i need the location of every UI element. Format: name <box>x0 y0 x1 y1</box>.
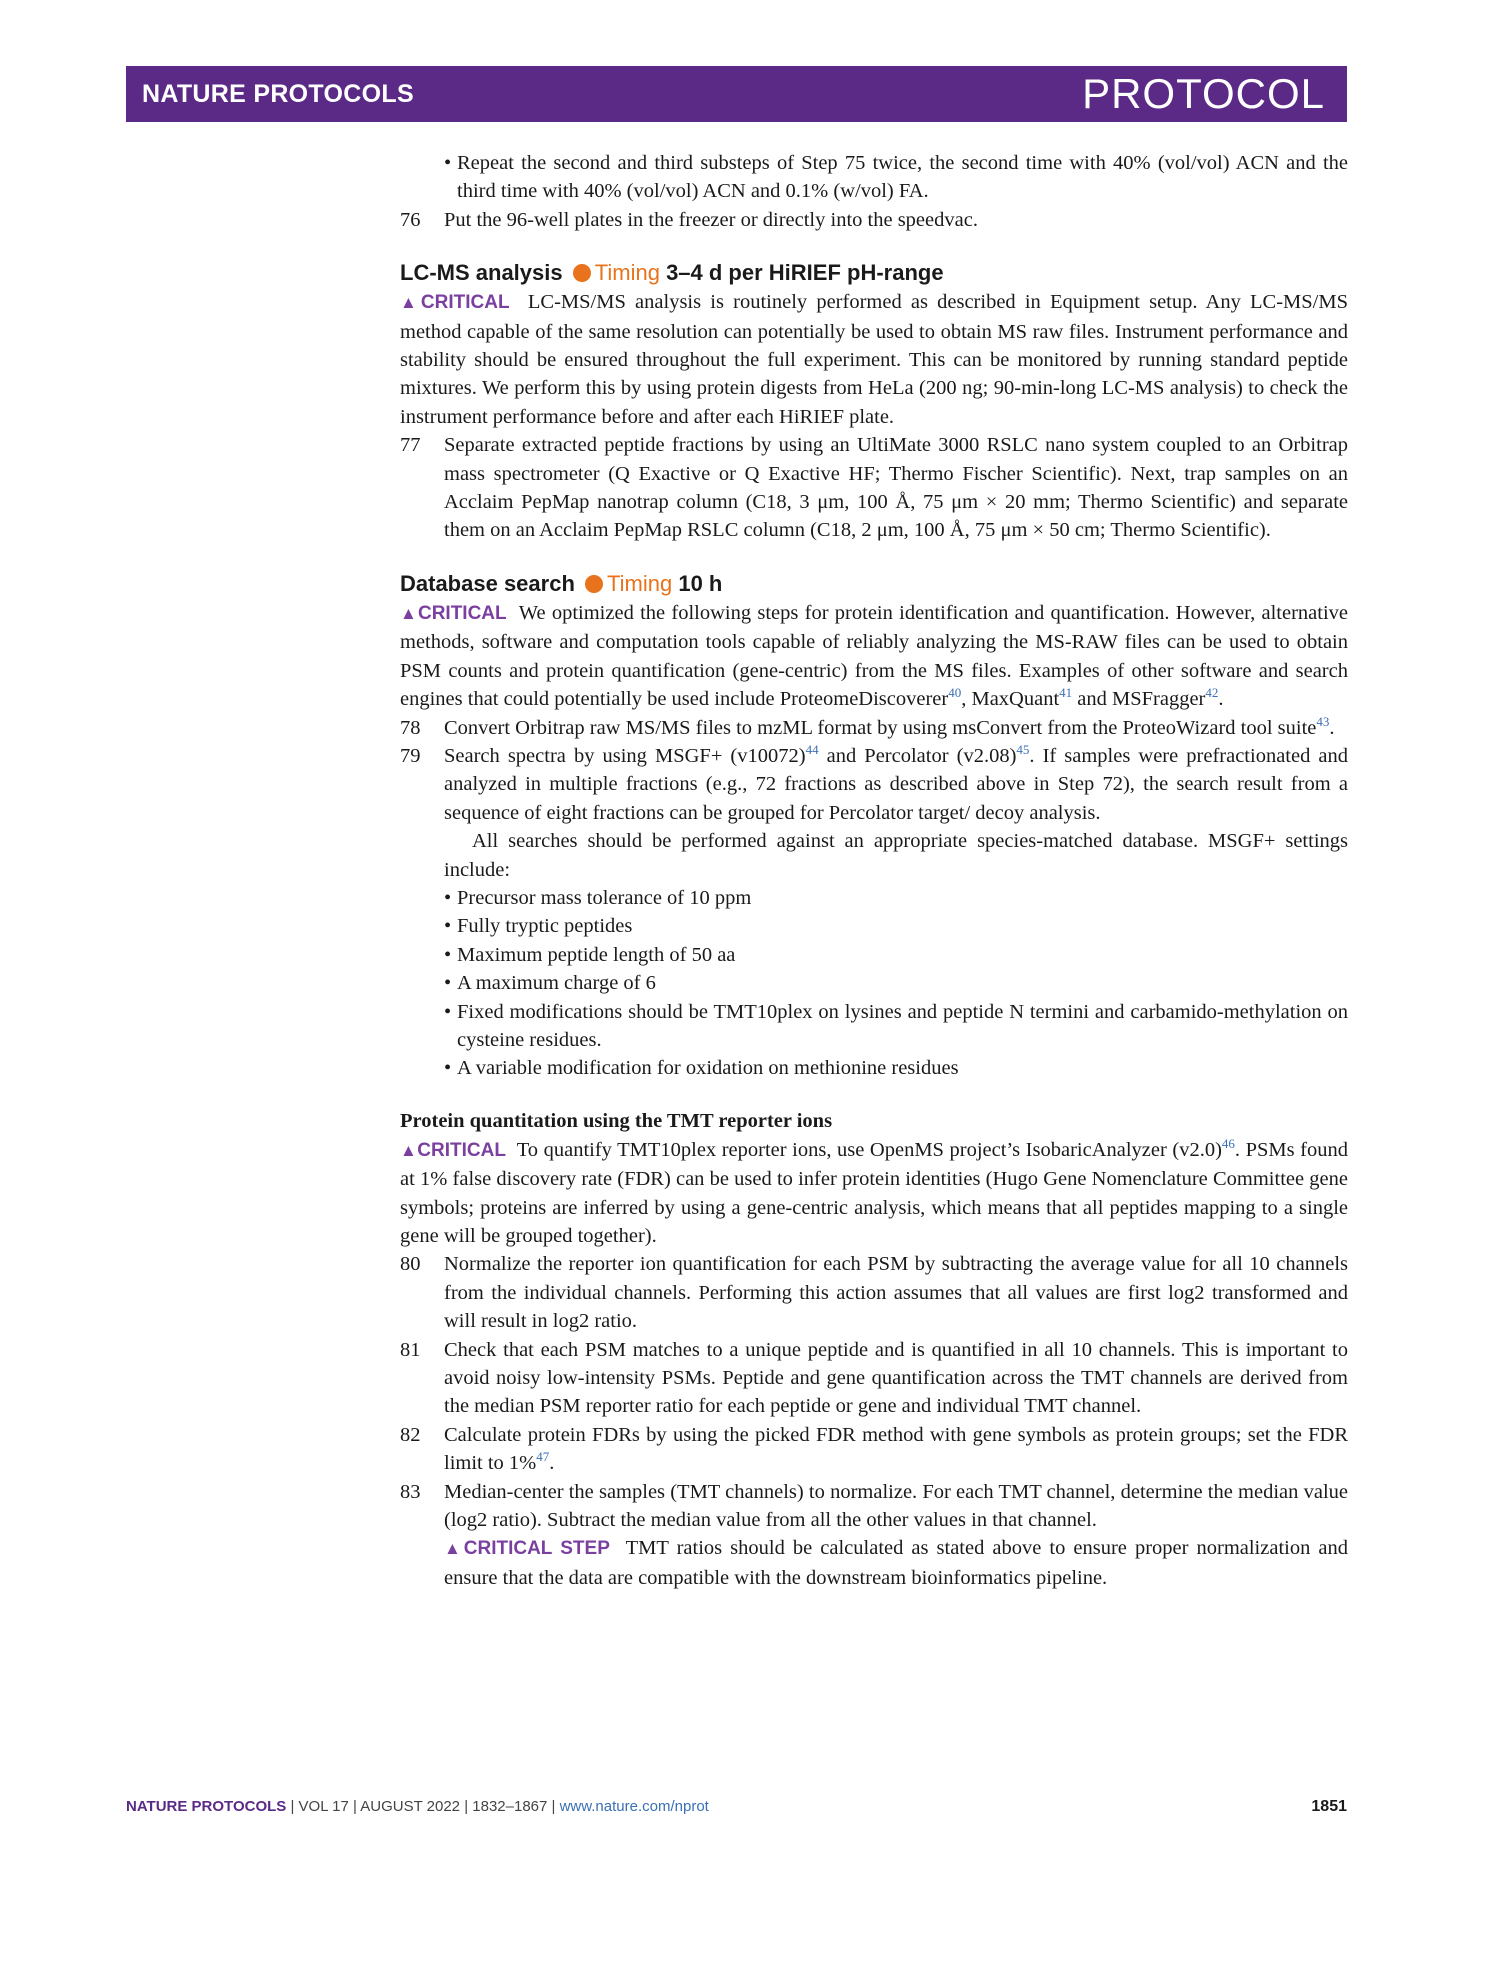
step-78: 78 Convert Orbitrap raw MS/MS files to mzML format by using msConvert from the ProteoWizard tool suite$^{43}$. <box>400 713 1335 739</box>
bullet-icon: • <box>444 1000 452 1023</box>
page-footer <box>126 1798 1347 1816</box>
reference-link[interactable]: 47 <box>536 1449 550 1465</box>
reference-link[interactable]: 40 <box>948 685 962 701</box>
critical-triangle-icon: ▲ <box>400 603 418 623</box>
bullet-icon: • <box>444 886 452 909</box>
journal-header-bar <box>126 66 1347 122</box>
list-item: • Fully tryptic peptides <box>400 912 1348 940</box>
step-81: 81 Check that each PSM matches to a unique peptide and is quantified in all 10 channels. This is important to avoid noisy low-intensity PSMs. Peptide and gene quantification across the TMT channels are derived from the median PSM reporter ratio for each peptide or gene and individual TMT channel. <box>400 1338 1348 1418</box>
critical-note-database-search: ▲CRITICAL We optimized the following steps for protein identification and quantification. However, alternative methods, software and computation tools capable of reliably analyzing the MS-RAW files can be used to obtain PSM counts and protein quantification (gene-centric) from the MS files. Examples of other software and search engines that could potentially be used include ProteomeDiscoverer$^{40}$, MaxQuant$^{41}$ and MSFragger$^{42}$. <box>400 601 1348 711</box>
step-76: 76 Put the 96-well plates in the freezer or directly into the speedvac. <box>400 208 978 231</box>
reference-link[interactable]: 42 <box>1205 685 1219 701</box>
critical-triangle-icon: ▲ <box>400 1140 418 1160</box>
critical-note-lcms: ▲CRITICAL LC-MS/MS analysis is routinely performed as described in Equipment setup. Any LC-MS/MS method capable of the same resolution can potentially be used to obtain MS raw files. Instrument performance and stability should be ensured throughout the full experiment. This can be monitored by running standard peptide mixtures. We perform this by using protein digests from HeLa (200 ng; 90-min-long LC-MS analysis) to check the instrument performance before and after each HiRIEF plate. <box>400 291 1349 428</box>
step-83: 83 Median-center the samples (TMT channels) to normalize. For each TMT channel, determine the median value (log2 ratio). Subtract the median value from all the other values in that channel. ▲CRITICAL STEP TMT ratios should be calculated as stated above to ensure proper normalization and ensure that the data are compatible with the downstream bioinformatics pipeline. <box>400 1480 1348 1589</box>
bullet-icon: • <box>444 152 452 174</box>
bullet-icon: • <box>444 915 452 938</box>
bullet-icon: • <box>444 972 452 995</box>
page-number: 1851 <box>1311 1798 1347 1815</box>
step-79-paragraph: All searches should be performed against an appropriate species-matched database. MSGF+ settings include: <box>444 830 1348 881</box>
reference-link[interactable]: 44 <box>805 741 819 757</box>
main-content <box>400 149 1348 1592</box>
step-77: 77 Separate extracted peptide fractions by using an UltiMate 3000 RSLC nano system coupled to an Orbitrap mass spectrometer (Q Exactive or Q Exactive HF; Thermo Fischer Scientific). Next, trap samples on an Acclaim PepMap nanotrap column (C18, 3 μm, 100 Å, 75 μm × 20 mm; Thermo Scientific) and separate them on an Acclaim PepMap RSLC column (C18, 2 μm, 100 Å, 75 μm × 50 cm; Thermo Scientific). <box>400 434 1348 542</box>
footer-citation: NATURE PROTOCOLS | VOL 17 | AUGUST 2022 | 1832–1867 | www.nature.com/nprot <box>126 1798 709 1815</box>
critical-triangle-icon: ▲ <box>400 293 421 313</box>
section-heading-lcms: LC-MS analysis Timing 3–4 d per HiRIEF pH-range <box>400 260 944 286</box>
section-heading-protein-quantitation: Protein quantitation using the TMT reporter ions <box>400 1109 833 1132</box>
bullet-icon: • <box>444 943 452 966</box>
list-item: • Precursor mass tolerance of 10 ppm <box>400 884 1348 912</box>
reference-link[interactable]: 43 <box>1316 713 1330 729</box>
list-item: • A maximum charge of 6 <box>400 969 1348 997</box>
step-80: 80 Normalize the reporter ion quantification for each PSM by subtracting the average value for all 10 channels from the individual channels. Performing this action assumes that all values are first log2 transformed and will result in log2 ratio. <box>400 1253 1348 1333</box>
journal-name: NATURE PROTOCOLS <box>142 79 414 108</box>
timing-icon <box>585 575 603 593</box>
list-item: • Repeat the second and third substeps of Step 75 twice, the second time with 40% (vol/vol) ACN and the third time with 40% (vol/vol) ACN and 0.1% (w/vol) FA. <box>400 149 1348 206</box>
reference-link[interactable]: 45 <box>1016 741 1030 757</box>
reference-link[interactable]: 46 <box>1221 1135 1235 1151</box>
critical-note-quantitation: ▲CRITICAL To quantify TMT10plex reporter ions, use OpenMS project’s IsobaricAnalyzer (v2.0)$^{46}$. PSMs found at 1% false discovery rate (FDR) can be used to infer protein identities (Hugo Gene Nomenclature Committee gene symbols; proteins are inferred by using a gene-centric analysis, which means that all peptides mapping to a single gene will be grouped together). <box>400 1135 1348 1247</box>
step-82: 82 Calculate protein FDRs by using the picked FDR method with gene symbols as protein groups; set the FDR limit to 1%$^{47}$. <box>400 1423 1348 1475</box>
reference-link[interactable]: 41 <box>1059 685 1073 701</box>
bullet-icon: • <box>444 1057 452 1080</box>
journal-url-link[interactable]: www.nature.com/nprot <box>559 1798 709 1815</box>
list-item: • Maximum peptide length of 50 aa <box>400 941 1348 969</box>
list-item: • Fixed modifications should be TMT10plex on lysines and peptide N termini and carbamido-methylation on cysteine residues. <box>400 998 1348 1055</box>
section-type: PROTOCOL <box>1082 70 1325 117</box>
timing-icon <box>573 264 591 282</box>
critical-triangle-icon: ▲ <box>444 1539 464 1559</box>
list-item: • A variable modification for oxidation on methionine residues <box>400 1054 1348 1082</box>
section-heading-database-search: Database search Timing 10 h <box>400 570 723 596</box>
step-79: 79 Search spectra by using MSGF+ (v10072)$^{44}$ and Percolator (v2.08)$^{45}$. If samples were prefractionated and analyzed in multiple fractions (e.g., 72 fractions as described above in Step 72), the search result from a sequence of eight fractions can be grouped for Percolator target/ decoy analysis. <box>400 741 1348 824</box>
